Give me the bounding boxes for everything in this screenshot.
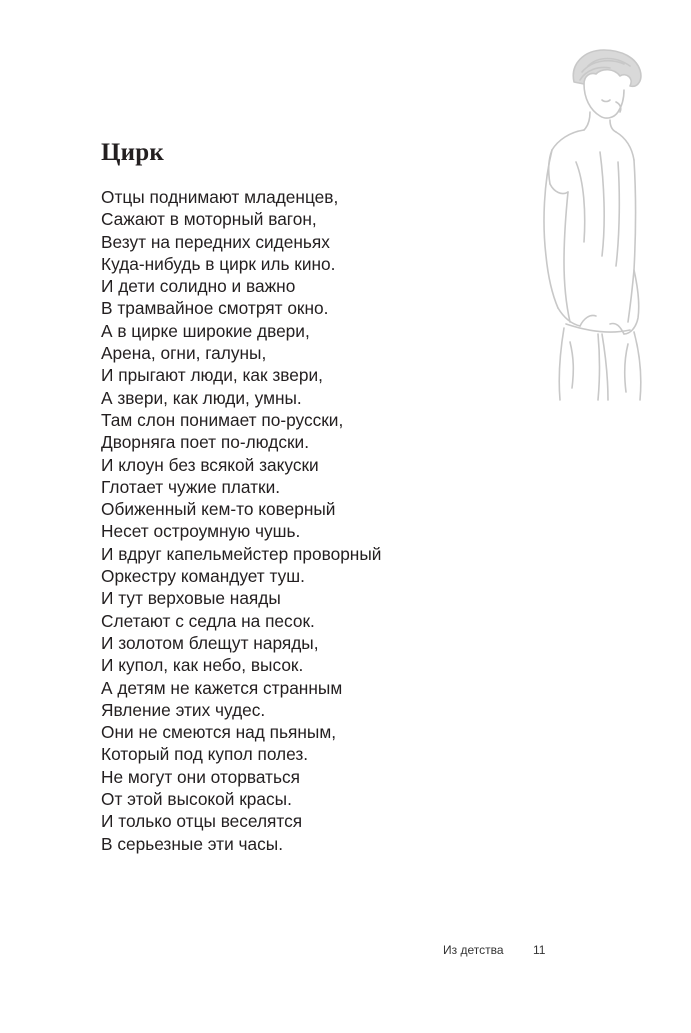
poem-line: И купол, как небо, высок. — [101, 655, 304, 676]
poem-line: И клоун без всякой закуски — [101, 454, 319, 475]
poem-body — [101, 186, 381, 855]
poem-line: И тут верховые наяды — [101, 588, 281, 609]
footer-section-title: Из детства — [443, 943, 504, 957]
poem-line: А в цирке широкие двери, — [101, 320, 310, 341]
poem-title: Цирк — [101, 139, 164, 166]
poem-line: И золотом блещут наряды, — [101, 632, 319, 653]
poem-line: Везут на передних сиденьях — [101, 231, 330, 252]
poem-line: А звери, как люди, умны. — [101, 387, 302, 408]
poem-line: В трамвайное смотрят окно. — [101, 298, 329, 319]
poem-line: Обиженный кем-то коверный — [101, 499, 336, 520]
poem-line: Отцы поднимают младенцев, — [101, 187, 339, 207]
poem-line: Они не смеются над пьяным, — [101, 722, 337, 743]
poem-line: Арена, огни, галуны, — [101, 343, 267, 364]
poem-line: Несет остроумную чушь. — [101, 521, 301, 542]
poem-line: Дворняга поет по-людски. — [101, 432, 309, 453]
poem-line: А детям не кажется странным — [101, 677, 343, 698]
poem-line: Сажают в моторный вагон, — [101, 209, 317, 230]
poem-line: И вдруг капельмейстер проворный — [101, 543, 382, 564]
poem-line: От этой высокой красы. — [101, 789, 292, 810]
poem-line: Куда-нибудь в цирк иль кино. — [101, 253, 336, 274]
poem-line: Оркестру командует туш. — [101, 566, 305, 587]
poem-line: И дети солидно и важно — [101, 276, 296, 297]
poem-line: Который под купол полез. — [101, 744, 309, 765]
poem-line: Явление этих чудес. — [101, 699, 266, 720]
poem-line: И только отцы веселятся — [101, 811, 303, 832]
poem-line: Не могут они оторваться — [101, 766, 300, 787]
poem-line: Глотает чужие платки. — [101, 476, 281, 497]
boy-sketch-illustration — [540, 42, 670, 404]
page-number: 11 — [533, 943, 546, 957]
poem-line: Там слон понимает по-русски, — [101, 409, 344, 430]
poem-line: Слетают с седла на песок. — [101, 610, 315, 631]
poem-line: В серьезные эти часы. — [101, 833, 284, 854]
poem-line: И прыгают люди, как звери, — [101, 365, 323, 386]
